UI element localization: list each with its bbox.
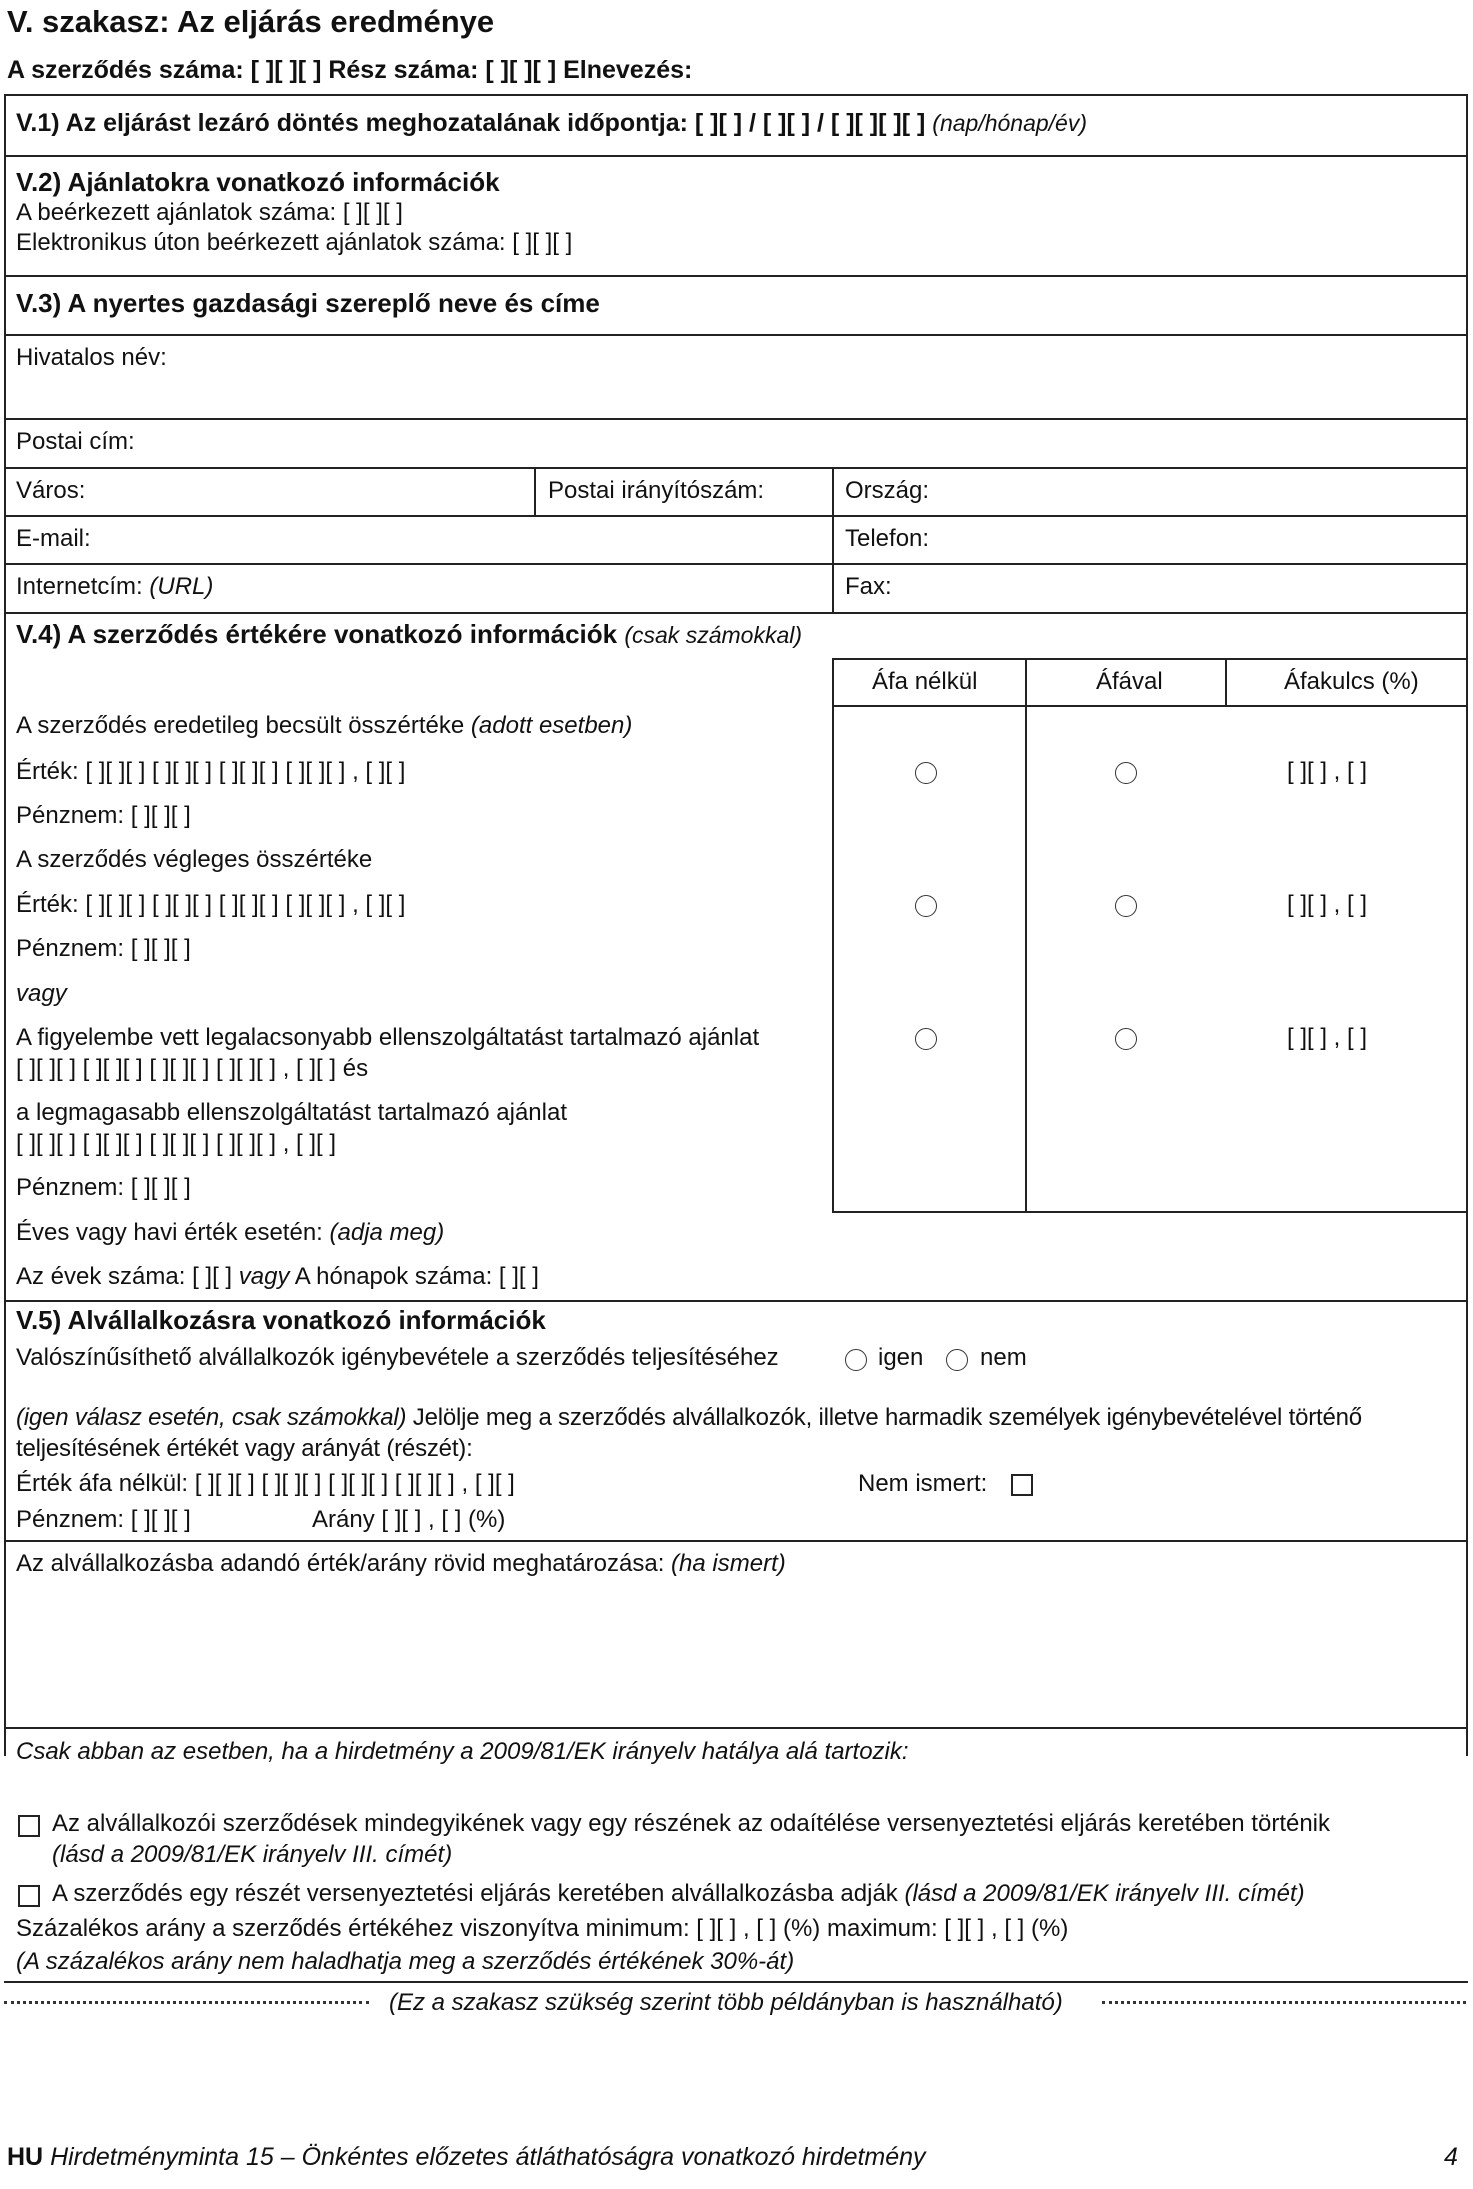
range-rate-field: [ ][ ] , [ ] — [1287, 1024, 1368, 1051]
option1-text: Az alvállalkozói szerződések mindegyikének vagy egy részének az odaítélése versenyeztetési eljárás keretében történik — [52, 1810, 1331, 1837]
rule — [4, 275, 1468, 277]
final-value-label: A szerződés végleges összértéke — [16, 846, 373, 873]
annual-hint: (adja meg) — [329, 1219, 445, 1246]
col-vat-rate: Áfakulcs (%) — [1284, 668, 1419, 695]
dotted-leader-right — [1102, 2001, 1466, 2004]
initial-value-field: Érték: [ ][ ][ ] [ ][ ][ ] [ ][ ][ ] [ ][ ][ ] , [ ][ ] — [16, 758, 406, 785]
or-label: vagy — [16, 980, 67, 1007]
v3-title: V.3) A nyertes gazdasági szereplő neve és címe — [16, 288, 600, 318]
years-or: vagy — [238, 1263, 290, 1290]
v2-received: A beérkezett ajánlatok száma: [ ][ ][ ] — [16, 199, 403, 226]
rule — [4, 94, 1468, 96]
rule — [4, 418, 1468, 420]
footer-lang: HU — [7, 2143, 44, 2171]
subcontracting-instruction — [16, 1402, 1456, 1464]
fax-label: Fax: — [845, 573, 892, 600]
postal-address-label: Postai cím: — [16, 428, 135, 455]
option2-hint: (lásd a 2009/81/EK irányelv III. címét) — [904, 1880, 1305, 1907]
range-currency-field: Pénznem: [ ][ ][ ] — [16, 1174, 191, 1201]
v4-title-hint: (csak számokkal) — [624, 622, 803, 648]
rule — [832, 467, 834, 613]
subcontracting-likely-label: Valószínűsíthető alvállalkozók igénybevétele a szerződés teljesítéséhez — [16, 1344, 779, 1371]
v2-title: V.2) Ajánlatokra vonatkozó információk — [16, 167, 500, 197]
rule — [4, 563, 1468, 565]
contract-number-line: A szerződés száma: [ ][ ][ ] Rész száma: [ ][ ][ ] Elnevezés: — [7, 56, 693, 84]
subcontract-value-field: Érték áfa nélkül: [ ][ ][ ] [ ][ ][ ] [ ][ ][ ] [ ][ ][ ] , [ ][ ] — [16, 1470, 515, 1497]
subcontract-ratio-field: Arány [ ][ ] , [ ] (%) — [312, 1506, 506, 1533]
v2-electronic: Elektronikus úton beérkezett ajánlatok száma: [ ][ ][ ] — [16, 229, 573, 256]
years-field: Az évek száma: [ ][ ] — [16, 1263, 233, 1290]
final-rate-field: [ ][ ] , [ ] — [1287, 891, 1368, 918]
initial-vat-radio[interactable] — [1115, 762, 1137, 784]
rule — [4, 155, 1468, 157]
rule — [4, 1727, 1468, 1729]
subcontracting-no-label: nem — [980, 1344, 1027, 1371]
v1-label — [16, 108, 1087, 138]
phone-label: Telefon: — [845, 525, 930, 552]
rule — [4, 1300, 1468, 1302]
postal-code-label: Postai irányítószám: — [548, 477, 765, 504]
section-title: V. szakasz: Az eljárás eredménye — [7, 4, 495, 39]
percentage-limit-note: (A százalékos arány nem haladhatja meg a szerződés értékének 30%-át) — [16, 1948, 795, 1975]
internet-label — [16, 572, 213, 602]
col-no-vat: Áfa nélkül — [872, 668, 978, 695]
rule — [832, 1211, 1468, 1213]
percentage-range-field: Százalékos arány a szerződés értékéhez viszonyítva minimum: [ ][ ] , [ ] (%) maximum: [ ][ ] , [ ] (%) — [16, 1915, 1069, 1942]
v4-title — [16, 619, 802, 650]
repeat-note: (Ez a szakasz szükség szerint több példányban is használható) — [389, 1989, 1063, 2016]
months-field: A hónapok száma: [ ][ ] — [294, 1263, 539, 1290]
v1-text: V.1) Az eljárást lezáró döntés meghozatalának időpontja: [ ][ ] / [ ][ ] / [ ][ ][ ][ ] — [16, 109, 926, 137]
final-value-field: Érték: [ ][ ][ ] [ ][ ][ ] [ ][ ][ ] [ ][ ][ ] , [ ][ ] — [16, 891, 406, 918]
city-label: Város: — [16, 477, 86, 504]
v5-title: V.5) Alvállalkozásra vonatkozó információk — [16, 1305, 546, 1335]
short-description-label — [16, 1549, 786, 1579]
page-number: 4 — [1444, 2143, 1458, 2171]
initial-value-label — [16, 711, 632, 741]
years-months-line — [16, 1262, 539, 1292]
short-description-text: Az alvállalkozásba adandó érték/arány rövid meghatározása: — [16, 1550, 665, 1577]
rule — [534, 467, 536, 516]
subcontracting-no-radio[interactable] — [946, 1349, 968, 1371]
lowest-offer-field: [ ][ ][ ] [ ][ ][ ] [ ][ ][ ] [ ][ ][ ] , [ ][ ] és — [16, 1055, 369, 1082]
dotted-leader-left — [4, 2001, 369, 2004]
unknown-checkbox[interactable] — [1011, 1474, 1033, 1496]
annual-text: Éves vagy havi érték esetén: — [16, 1219, 323, 1246]
final-currency-field: Pénznem: [ ][ ][ ] — [16, 935, 191, 962]
unknown-label: Nem ismert: — [858, 1470, 988, 1497]
initial-currency-field: Pénznem: [ ][ ][ ] — [16, 802, 191, 829]
range-no-vat-radio[interactable] — [915, 1028, 937, 1050]
part-subcontracted-checkbox[interactable] — [18, 1885, 40, 1907]
subcontract-currency-field: Pénznem: [ ][ ][ ] — [16, 1506, 191, 1533]
competitive-subcontracting-checkbox[interactable] — [18, 1815, 40, 1837]
option2-line — [52, 1879, 1305, 1909]
col-vat: Áfával — [1096, 668, 1163, 695]
v1-hint: (nap/hónap/év) — [932, 110, 1088, 136]
subcontracting-yes-label: igen — [878, 1344, 924, 1371]
rule — [4, 515, 1468, 517]
rule — [832, 658, 1468, 660]
annual-label — [16, 1218, 444, 1248]
footer-line — [7, 2142, 926, 2172]
directive-note: Csak abban az esetben, ha a hirdetmény a 2009/81/EK irányelv hatálya alá tartozik: — [16, 1738, 909, 1765]
final-vat-radio[interactable] — [1115, 895, 1137, 917]
rule — [4, 1981, 1468, 1983]
option2-text: A szerződés egy részét versenyeztetési eljárás keretében alvállalkozásba adják — [52, 1880, 898, 1907]
short-description-hint: (ha ismert) — [671, 1550, 786, 1577]
footer-title: Hirdetményminta 15 – Önkéntes előzetes átláthatóságra vonatkozó hirdetmény — [50, 2143, 926, 2171]
instruction-hint: (igen válasz esetén, csak számokkal) — [16, 1404, 407, 1431]
rule — [4, 334, 1468, 336]
rule — [4, 467, 1468, 469]
initial-value-hint: (adott esetben) — [470, 712, 633, 739]
frame-left — [4, 94, 6, 1756]
highest-offer-field: [ ][ ][ ] [ ][ ][ ] [ ][ ][ ] [ ][ ][ ] , [ ][ ] — [16, 1130, 337, 1157]
official-name-label: Hivatalos név: — [16, 344, 167, 371]
subcontracting-yes-radio[interactable] — [845, 1349, 867, 1371]
final-no-vat-radio[interactable] — [915, 895, 937, 917]
country-label: Ország: — [845, 477, 930, 504]
initial-value-text: A szerződés eredetileg becsült összértéke — [16, 712, 465, 739]
range-vat-radio[interactable] — [1115, 1028, 1137, 1050]
frame-right — [1466, 94, 1468, 1756]
lowest-offer-label: A figyelembe vett legalacsonyabb ellenszolgáltatást tartalmazó ajánlat — [16, 1024, 760, 1051]
rule — [832, 658, 834, 1213]
rule — [4, 1540, 1468, 1542]
initial-no-vat-radio[interactable] — [915, 762, 937, 784]
initial-rate-field: [ ][ ] , [ ] — [1287, 758, 1368, 785]
rule — [1225, 658, 1227, 706]
v4-title-text: V.4) A szerződés értékére vonatkozó információk — [16, 619, 618, 649]
internet-text: Internetcím: — [16, 573, 143, 600]
highest-offer-label: a legmagasabb ellenszolgáltatást tartalmazó ajánlat — [16, 1099, 568, 1126]
email-label: E-mail: — [16, 525, 91, 552]
internet-hint: (URL) — [149, 573, 214, 600]
option1-hint: (lásd a 2009/81/EK irányelv III. címét) — [52, 1841, 453, 1868]
rule — [1025, 658, 1027, 1213]
rule — [4, 612, 1468, 614]
rule — [832, 705, 1468, 707]
instruction-text: Jelölje meg a szerződés alvállalkozók, illetve harmadik személyek igénybevételével történő teljesítésének értékét vagy arányát (részét): — [16, 1404, 1362, 1462]
